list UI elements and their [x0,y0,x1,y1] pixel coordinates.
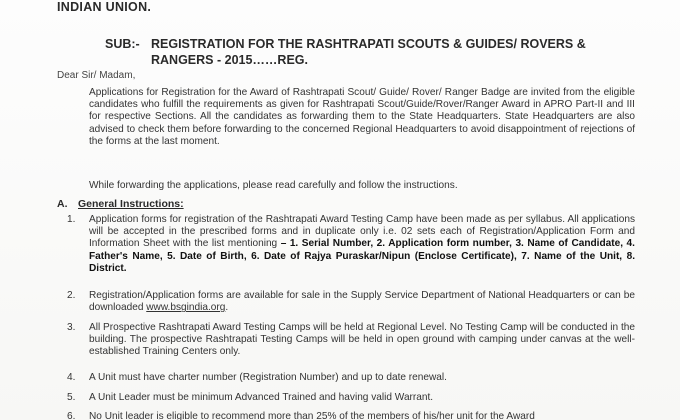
subject-heading [105,36,605,68]
intro-paragraph: Applications for Registration for the Award of Rashtrapati Scout/ Guide/ Rover/ Ranger Badge are invited from the eligible candidates who fulfill the requirements as given for Rashtrapati Scout/Guide/Rover/Ranger Award in APRO Part-II and III for respective Sections. All the candidates as forwarding them to the State Headquarters. State Headquarters are also advised to check them before forwarding to the concerned Regional Headquarters to avoid disappointment of rejections of the forms at the last moment. [89,87,635,147]
instruction-text [89,290,635,314]
instruction-number: 1. [67,214,76,225]
instruction-text: A Unit must have charter number (Registration Number) and up to date renewal. [89,372,447,383]
salutation: Dear Sir/ Madam, [57,70,136,81]
instruction-number: 3. [67,322,76,333]
instruction-text: No Unit leader is eligible to recommend more than 25% of the members of his/her unit for the Award [89,411,535,420]
section-number: A. [57,198,68,210]
instruction-text: All Prospective Rashtrapati Award Testing Camps will be held at Regional Level. No Testing Camp will be conducted in the building. The prospective Rashtrapati Testing Camps will be held in open ground with camping under canvas at the well-established Training Centers only. [89,322,635,358]
subject-label: SUB:- [105,37,140,51]
instruction-plain-text: Registration/Application forms are available for sale in the Supply Service Department of National Headquarters or can be downloaded [89,290,635,314]
forwarding-note: While forwarding the applications, please read carefully and follow the instructions. [89,180,458,191]
subject-line-2: RANGERS - 2015……REG. [151,53,308,67]
instruction-text: A Unit Leader must be minimum Advanced Trained and having valid Warrant. [89,392,434,403]
section-heading [57,198,184,210]
subject-line-1: REGISTRATION FOR THE RASHTRAPATI SCOUTS & GUIDES/ ROVERS & [151,37,586,51]
org-header-text: INDIAN UNION. [57,0,152,14]
instruction-number: 4. [67,372,76,383]
instruction-number: 2. [67,290,76,301]
instruction-bold-text: – 1. Serial Number, 2. Application form number, 3. Name of Candidate, 4. Father's Name, 5. Date of Birth, 6. Date of Rajya Puraskar/Nipun (Enclose Certificate), 7. Name of the Unit, 8. District. [89,238,635,274]
instruction-text [89,214,635,275]
instruction-number: 5. [67,392,76,403]
section-title: General Instructions: [78,198,184,210]
website-link[interactable]: www.bsgindia.org [146,302,226,314]
instruction-text-end: . [225,302,229,314]
instruction-plain-text: Application forms for registration of the Rashtrapati Award Testing Camp have been made as per syllabus. All applications will be accepted in the prescribed forms and in duplicate only i.e. 02 sets each of Registration/Application Form and Information Sheet with the list mentioning [89,214,635,250]
instruction-number: 6. [67,411,76,420]
